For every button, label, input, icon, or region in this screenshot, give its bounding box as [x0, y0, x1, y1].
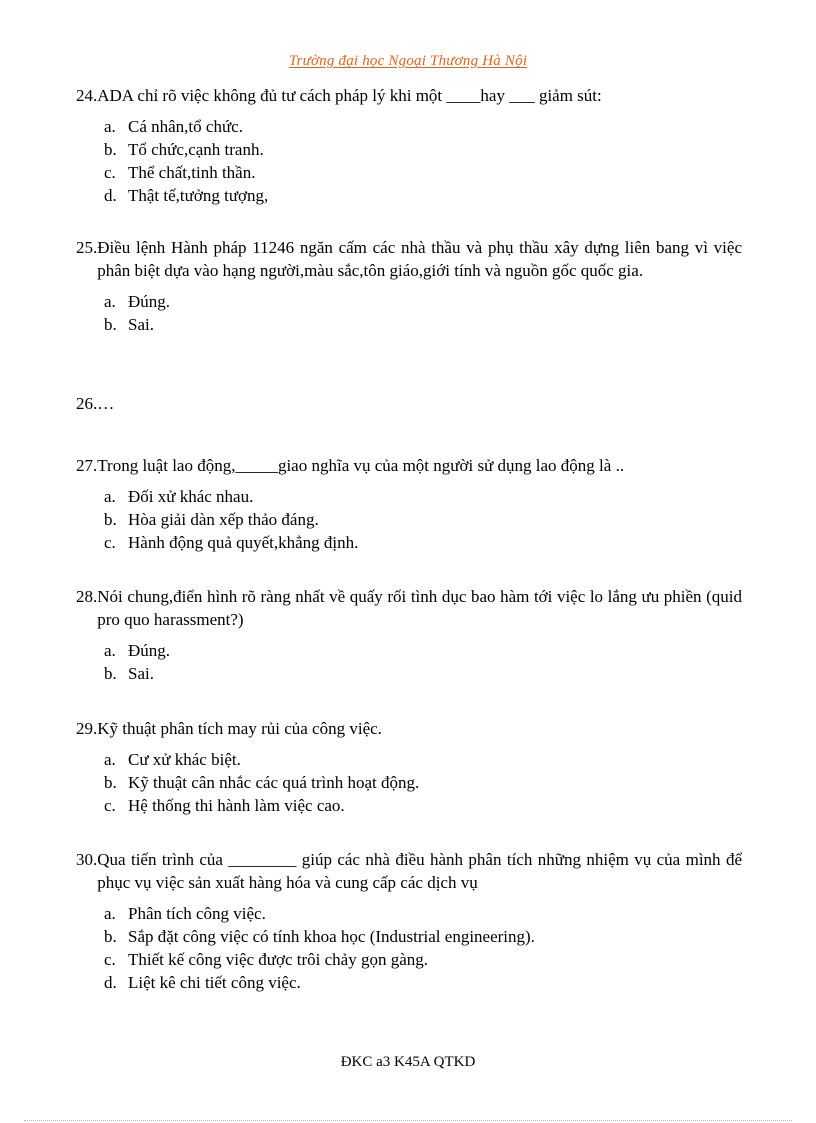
- answer-option: [76, 531, 742, 554]
- option-text: Thiết kế công việc được trôi chảy gọn gàng.: [128, 950, 429, 969]
- option-text: Sai.: [128, 315, 154, 334]
- option-text: Đối xử khác nhau.: [128, 487, 254, 506]
- option-letter: d.: [104, 186, 117, 205]
- answer-option: [76, 662, 742, 685]
- option-text: Đúng.: [128, 641, 171, 660]
- answer-option: [76, 748, 742, 771]
- answer-options: [76, 115, 742, 207]
- page-bottom-divider: [24, 1120, 792, 1121]
- answer-option: [76, 184, 742, 207]
- option-text: Liệt kê chi tiết công việc.: [128, 973, 301, 992]
- answer-option: [76, 948, 742, 971]
- option-letter: b.: [104, 773, 117, 792]
- option-letter: a.: [104, 117, 116, 136]
- answer-option: [76, 138, 742, 161]
- answer-option: [76, 161, 742, 184]
- answer-option: [76, 508, 742, 531]
- question-number: 28.: [76, 587, 98, 606]
- question-25: [76, 236, 742, 336]
- answer-options: [76, 639, 742, 685]
- option-text: Thể chất,tinh thần.: [128, 163, 256, 182]
- question-number: 24.: [76, 86, 98, 105]
- page-footer: ĐKC a3 K45A QTKD: [340, 1054, 476, 1070]
- answer-option: [76, 115, 742, 138]
- question-24: [76, 84, 742, 207]
- option-letter: b.: [104, 315, 117, 334]
- question-number: 27.: [76, 456, 98, 475]
- option-text: Hành động quả quyết,khẳng định.: [128, 533, 359, 552]
- question-number: 30.: [76, 850, 98, 869]
- option-text: Sắp đặt công việc có tính khoa học (Industrial engineering).: [128, 927, 535, 946]
- question-text: ADA chỉ rõ việc không đủ tư cách pháp lý khi một ____hay ___ giảm sút:: [97, 86, 602, 105]
- answer-option: [76, 925, 742, 948]
- answer-option: [76, 771, 742, 794]
- answer-option: [76, 902, 742, 925]
- option-letter: c.: [104, 796, 116, 815]
- option-letter: b.: [104, 664, 117, 683]
- question-text: Nói chung,điển hình rõ ràng nhất về quấy rối tình dục bao hàm tới việc lo lắng ưu phiền (quid pro quo harassment?): [97, 587, 742, 629]
- option-text: Tổ chức,cạnh tranh.: [128, 140, 264, 159]
- question-text: Điều lệnh Hành pháp 11246 ngăn cấm các nhà thầu và phụ thầu xây dựng liên bang vì việc phân biệt dựa vào hạng người,màu sắc,tôn giáo,giới tính và nguồn gốc quốc gia.: [97, 238, 742, 280]
- question-number: 25.: [76, 238, 98, 257]
- question-30: [76, 848, 742, 994]
- question-text: Trong luật lao động,_____giao nghĩa vụ của một người sử dụng lao động là ..: [97, 456, 625, 475]
- option-letter: c.: [104, 950, 116, 969]
- option-text: Cá nhân,tổ chức.: [128, 117, 243, 136]
- question-27: [76, 454, 742, 554]
- option-text: Hòa giải dàn xếp thảo đáng.: [128, 510, 319, 529]
- answer-options: [76, 902, 742, 994]
- question-number: 29.: [76, 719, 98, 738]
- answer-option: [76, 794, 742, 817]
- question-28: [76, 585, 742, 685]
- option-text: Kỹ thuật cân nhắc các quá trình hoạt động.: [128, 773, 420, 792]
- option-text: Đúng.: [128, 292, 171, 311]
- question-text: Qua tiến trình của ________ giúp các nhà điều hành phân tích những nhiệm vụ của mình để phục vụ việc sản xuất hàng hóa và cung cấp các dịch vụ: [97, 850, 742, 892]
- option-letter: a.: [104, 750, 116, 769]
- answer-options: [76, 485, 742, 554]
- option-letter: a.: [104, 487, 116, 506]
- page-header: Trường đại học Ngoại Thương Hà Nội: [288, 53, 528, 69]
- question-text: Kỹ thuật phân tích may rủi của công việc.: [97, 719, 382, 738]
- option-letter: b.: [104, 927, 117, 946]
- option-text: Hệ thống thi hành làm việc cao.: [128, 796, 345, 815]
- option-letter: c.: [104, 163, 116, 182]
- option-letter: a.: [104, 904, 116, 923]
- option-letter: c.: [104, 533, 116, 552]
- option-text: Thật tế,tưởng tượng,: [128, 186, 269, 205]
- answer-options: [76, 748, 742, 817]
- option-text: Sai.: [128, 664, 154, 683]
- question-text: …: [97, 394, 115, 413]
- answer-option: [76, 313, 742, 336]
- option-letter: a.: [104, 292, 116, 311]
- option-letter: b.: [104, 140, 117, 159]
- answer-option: [76, 290, 742, 313]
- question-29: [76, 717, 742, 817]
- question-26: [76, 392, 742, 415]
- option-letter: b.: [104, 510, 117, 529]
- option-letter: a.: [104, 641, 116, 660]
- option-letter: d.: [104, 973, 117, 992]
- answer-options: [76, 290, 742, 336]
- answer-option: [76, 971, 742, 994]
- option-text: Cư xử khác biệt.: [128, 750, 241, 769]
- option-text: Phân tích công việc.: [128, 904, 266, 923]
- question-number: 26.: [76, 394, 98, 413]
- answer-option: [76, 639, 742, 662]
- answer-option: [76, 485, 742, 508]
